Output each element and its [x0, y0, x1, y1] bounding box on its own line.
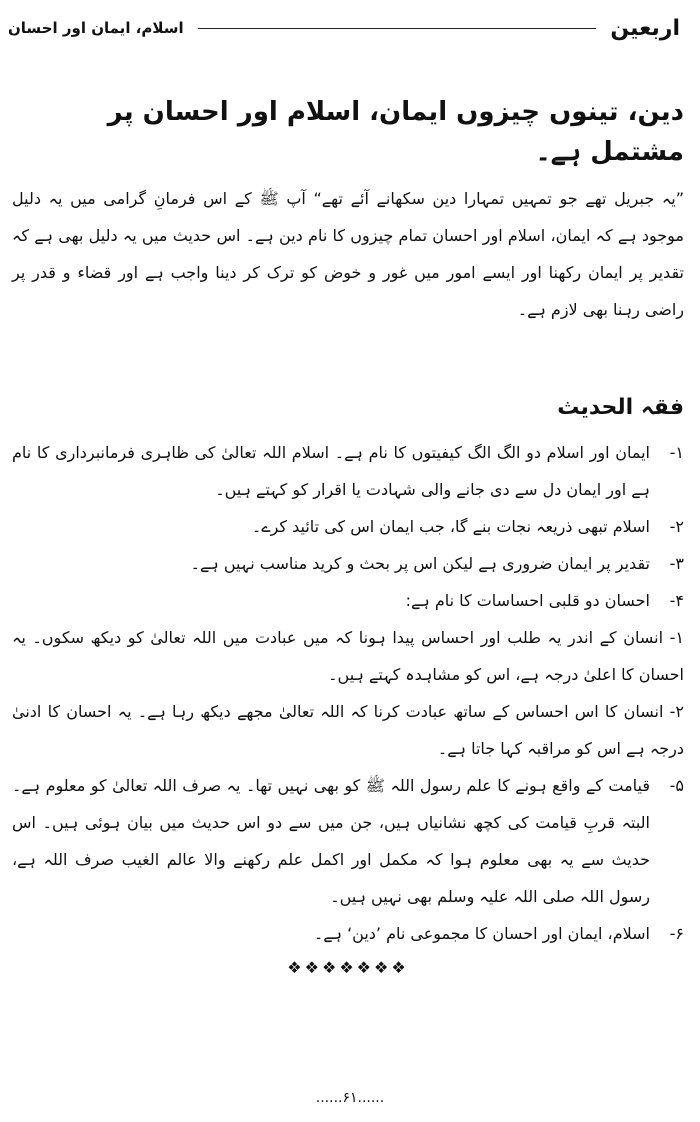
list-item: [12, 434, 684, 508]
item-number: ۶-: [669, 924, 684, 943]
list-item: [12, 508, 684, 545]
item-number: ۴-: [669, 591, 684, 610]
page-number: ......۶۱......: [315, 1090, 385, 1106]
section-title: فقہ الحدیث: [557, 395, 684, 420]
chapter-title: اسلام، ایمان اور احسان: [8, 19, 184, 37]
sub-item: ۱- انسان کے اندر یہ طلب اور احساس پیدا ہونا کہ میں عبادت میں اللہ تعالیٰ کو دیکھ سکوں۔ یہ احسان کا اعلیٰ درجہ ہے، اس کو مشاہدہ کہتے ہیں۔: [12, 628, 684, 684]
header-rule: [198, 28, 597, 29]
item-number: ۳-: [669, 554, 684, 573]
page-content: [12, 92, 684, 977]
list-item: [12, 582, 684, 619]
list-item: [12, 915, 684, 952]
numbered-list: [12, 434, 684, 952]
item-text: تقدیر پر ایمان ضروری ہے لیکن اس پر بحث و کرید مناسب نہیں ہے۔: [190, 554, 650, 573]
list-item: [12, 545, 684, 582]
ornament-divider: ❖❖❖❖❖❖❖: [287, 958, 409, 977]
item-number: ۵-: [669, 776, 684, 795]
item-text: ایمان اور اسلام دو الگ الگ کیفیتوں کا نام ہے۔ اسلام اللہ تعالیٰ کی ظاہری فرمانبرداری کا نام ہے اور ایمان دل سے دی جانے والی شہادت یا اقرار کو کہتے ہیں۔: [12, 443, 650, 499]
sub-item: ۲- انسان کا اس احساس کے ساتھ عبادت کرنا کہ اللہ تعالیٰ مجھے دیکھ رہا ہے۔ یہ احسان کا ادنیٰ درجہ ہے اس کو مراقبہ کہا جاتا ہے۔: [12, 702, 684, 758]
item-text: قیامت کے واقع ہونے کا علم رسول اللہ ﷺ کو بھی نہیں تھا۔ یہ صرف اللہ تعالیٰ کو معلوم ہے۔ البتہ قربِ قیامت کی کچھ نشانیاں ہیں، جن میں سے دو اس حدیث میں بیان ہوئی ہیں۔ اس حدیث سے یہ بھی معلوم ہوا کہ مکمل اور اکمل علم رکھنے والا عالم الغیب صرف اللہ ہے، رسول اللہ صلی اللہ علیہ وسلم بھی نہیں ہیں۔: [12, 776, 650, 906]
list-item: [12, 767, 684, 915]
item-text: اسلام، ایمان اور احسان کا مجموعی نام ’دین‘ ہے۔: [313, 924, 650, 943]
page-header: [8, 14, 680, 42]
intro-paragraph: ”یہ جبریل تھے جو تمہیں تمہارا دین سکھانے آئے تھے“ آپ ﷺ کے اس فرمانِ گرامی میں یہ دلیل موجود ہے کہ ایمان، اسلام اور احسان تمام چیزوں کا نام دین ہے۔ اس حدیث میں یہ دلیل بھی ہے کہ تقدیر پر ایمان رکھنا اور ایسے امور میں غور و خوض کو ترک کر دینا واجب ہے اور قضاء و قدر پر راضی رہنا بھی لازم ہے۔: [12, 189, 684, 319]
book-title: اربعین: [610, 15, 680, 41]
item-text: اسلام تبھی ذریعہ نجات بنے گا، جب ایمان اس کی تائید کرے۔: [251, 517, 650, 536]
main-heading: دین، تینوں چیزوں ایمان، اسلام اور احسان پر مشتمل ہے۔: [107, 97, 684, 167]
item-number: ۲-: [669, 517, 684, 536]
item-text: احسان دو قلبی احساسات کا نام ہے:: [405, 591, 650, 610]
item-number: ۱-: [669, 443, 684, 462]
